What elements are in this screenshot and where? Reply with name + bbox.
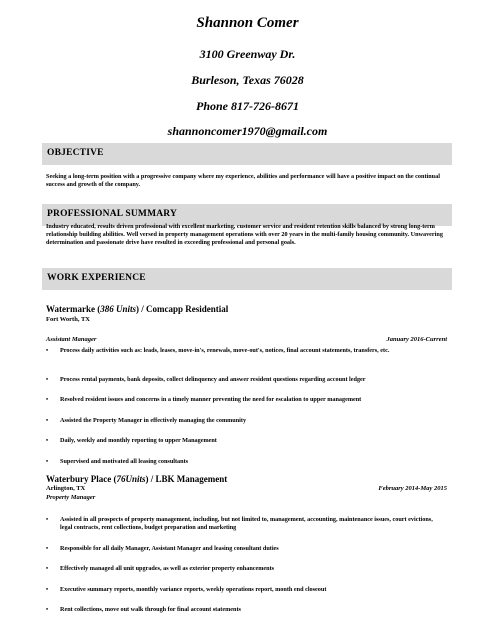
objective-title: OBJECTIVE (47, 148, 104, 158)
experience-title: WORK EXPERIENCE (47, 273, 146, 283)
bullet-icon: • (46, 397, 49, 403)
list-item: • Executive summary reports, monthly variance reports, weekly operations report, month end closeout (46, 586, 327, 593)
unit-count: 76Units (116, 474, 146, 484)
objective-text: Seeking a long-term position with a progressive company where my experience, abilities and performance will have a positive impact on the continual success and growth of the company. (46, 173, 440, 188)
bullet-icon: • (46, 566, 49, 572)
job-role: Property Manager (46, 494, 96, 501)
bullet-icon: • (46, 377, 49, 383)
job-location: Arlington, TX (46, 485, 86, 492)
street-address: 3100 Greenway Dr. (199, 47, 296, 61)
city-state-zip: Burleson, Texas 76028 (191, 73, 304, 87)
candidate-name: Shannon Comer (196, 15, 299, 31)
job-location: Fort Worth, TX (46, 316, 90, 323)
bullet-icon: • (46, 459, 49, 465)
phone-number: Phone 817-726-8671 (196, 99, 299, 113)
email-address: shannoncomer1970@gmail.com (167, 124, 328, 138)
unit-count: 386 Units (100, 304, 136, 314)
job-title-waterbury: Waterbury Place (76Units) / LBK Management (46, 474, 228, 484)
list-item: • Daily, weekly and monthly reporting to upper Management (46, 437, 217, 444)
summary-text: Industry educated, results driven professional with excellent marketing, customer service and resident retention skills balanced by strong long-term relationship building abilities. Well versed in property management operations with over 20 years in the multi-family housing community. Unwavering determination and passionate drive have resulted in exceeding professional and personal goals. (46, 223, 443, 246)
job-role: Assistant Manager (46, 336, 97, 343)
list-item: • Assisted in all prospects of property management, including, but not limited to, management, accounting, maintenance issues, court evictions, legal contracts, rent collections, budget preparation and marketing (46, 516, 433, 531)
list-item: • Rent collections, move out walk through for final account statements (46, 606, 241, 613)
bullet-icon: • (46, 587, 49, 593)
experience-section-header (42, 268, 452, 290)
bullet-icon: • (46, 546, 49, 552)
bullet-icon: • (46, 607, 49, 613)
list-item: • Assisted the Property Manager in effectively managing the community (46, 417, 247, 424)
job-dates: February 2014-May 2015 (378, 485, 447, 492)
list-item: • Responsible for all daily Manager, Assistant Manager and leasing consultant duties (46, 545, 279, 552)
job-dates: January 2016-Current (386, 336, 447, 343)
list-item: • Supervised and motivated all leasing consultants (46, 458, 189, 465)
summary-title: PROFESSIONAL SUMMARY (47, 209, 178, 219)
list-item: • Resolved resident issues and concerns in a timely manner preventing the need for escalation to upper management (46, 396, 362, 403)
bullet-icon: • (46, 438, 49, 444)
list-item: • Effectively managed all unit upgrades, as well as exterior property enhancements (46, 565, 275, 572)
list-item: • Process daily activities such as: leads, leases, move-in's, renewals, move-out's, notices, final account statements, transfers, etc. (46, 347, 390, 354)
job-title-watermarke: Watermarke (386 Units) / Comcapp Residential (46, 304, 229, 314)
bullet-icon: • (46, 418, 49, 424)
bullet-icon: • (46, 517, 49, 523)
bullet-icon: • (46, 348, 49, 354)
objective-section-header (42, 143, 452, 165)
list-item: • Process rental payments, bank deposits, collect delinquency and answer resident questions regarding account ledger (46, 376, 366, 383)
